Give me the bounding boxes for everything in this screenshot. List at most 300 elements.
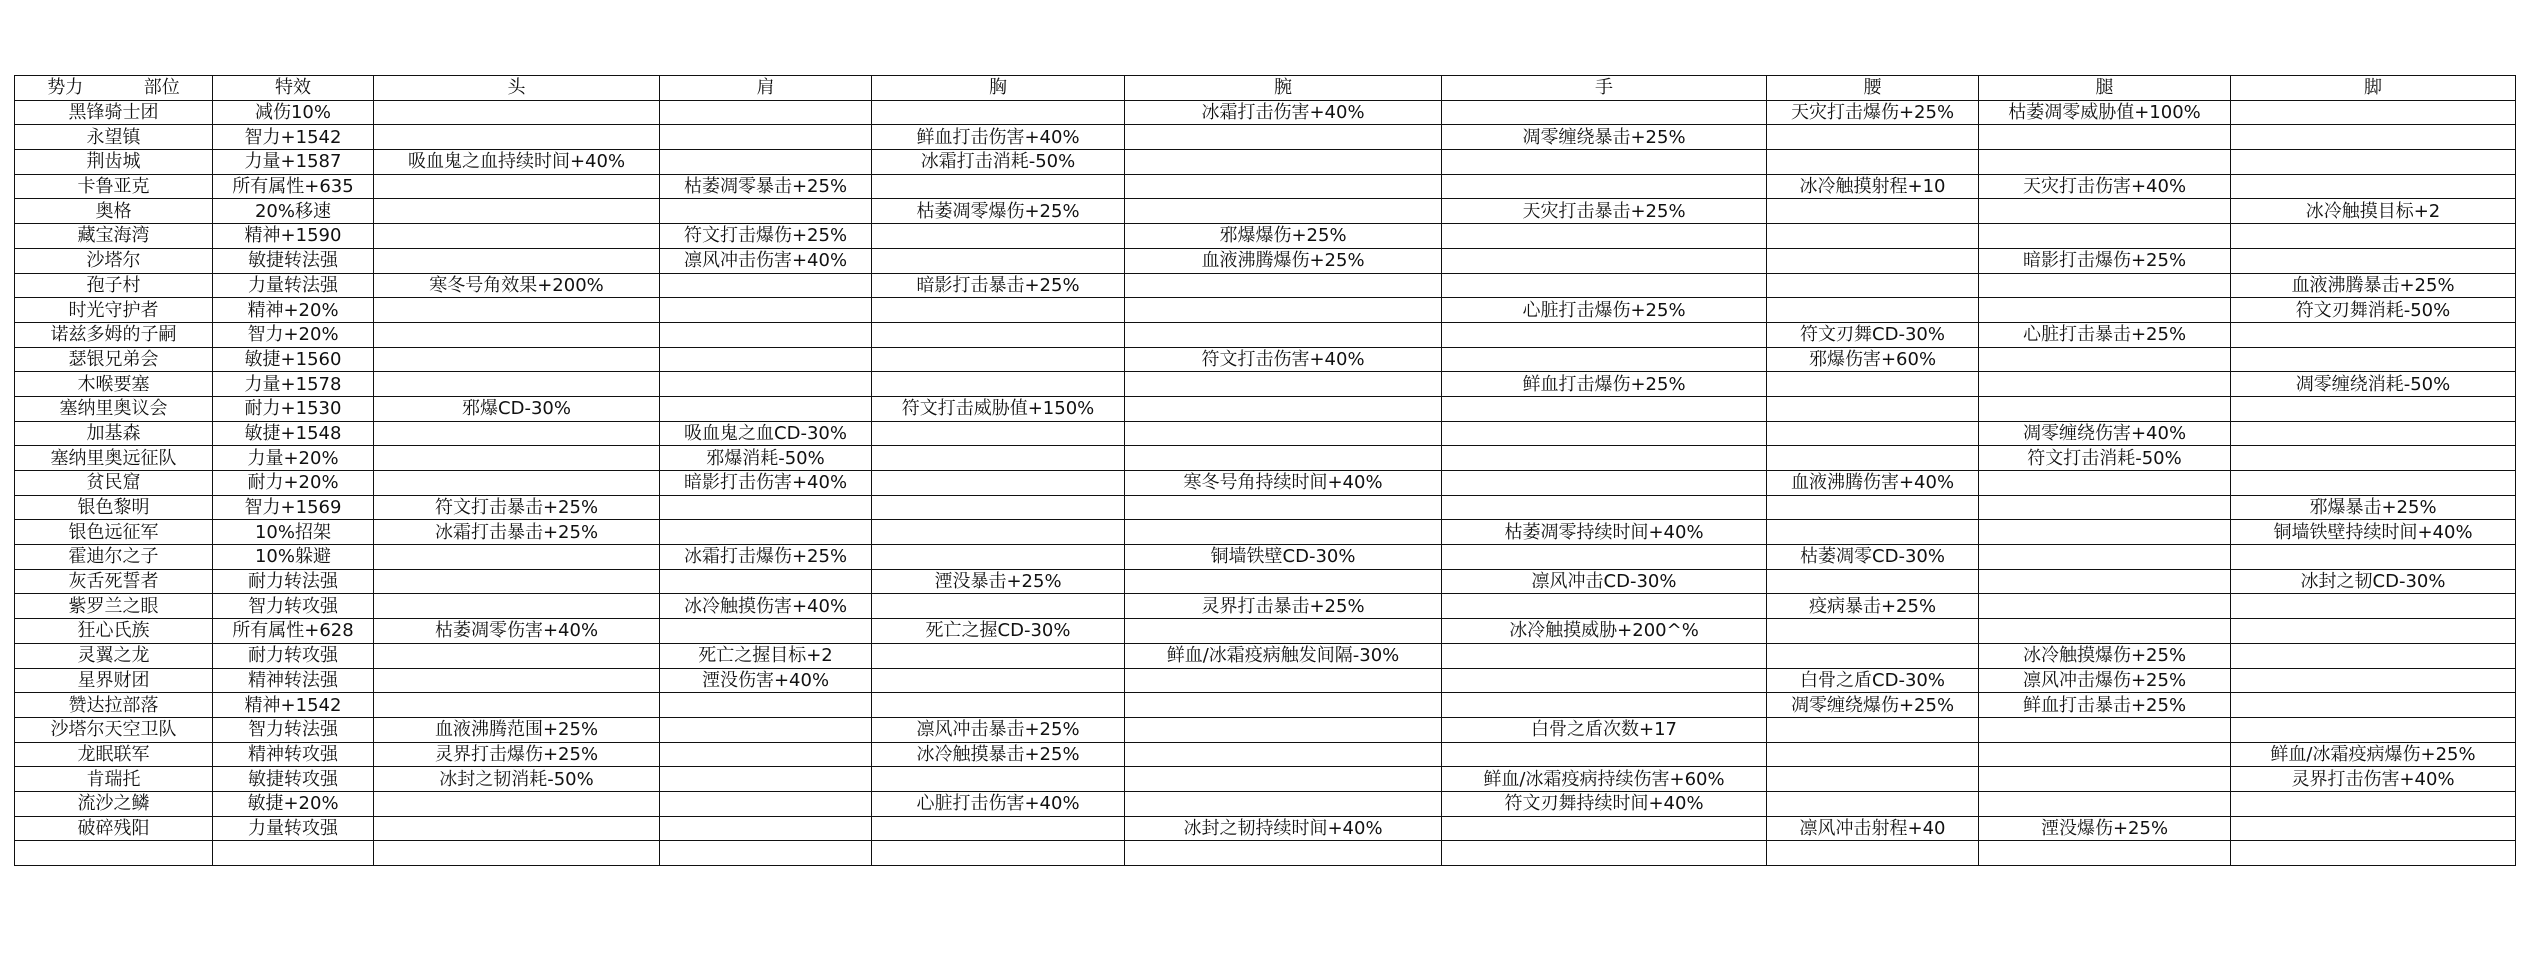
faction-cell: 永望镇 (15, 125, 213, 150)
effect-cell: 力量+20% (213, 446, 374, 471)
slot-cell-chest (872, 767, 1125, 792)
slot-cell-legs: 鲜血打击暴击+25% (1979, 693, 2231, 718)
slot-cell-legs: 冰冷触摸爆伤+25% (1979, 643, 2231, 668)
faction-cell: 时光守护者 (15, 298, 213, 323)
slot-cell-waist (1767, 125, 1979, 150)
slot-cell-legs: 凛风冲击爆伤+25% (1979, 668, 2231, 693)
slot-cell-shoulder (660, 125, 872, 150)
table-row (15, 322, 2516, 347)
slot-cell-hands: 心脏打击爆伤+25% (1442, 298, 1767, 323)
effect-cell: 耐力+20% (213, 471, 374, 496)
table-row (15, 471, 2516, 496)
slot-cell-legs (1979, 619, 2231, 644)
slot-cell-wrist (1125, 396, 1442, 421)
faction-cell: 孢子村 (15, 273, 213, 298)
slot-cell-shoulder (660, 841, 872, 866)
effect-column-header: 特效 (213, 76, 374, 101)
effect-cell: 10%招架 (213, 520, 374, 545)
slot-header-chest: 胸 (872, 76, 1125, 101)
slot-cell-chest: 心脏打击伤害+40% (872, 791, 1125, 816)
faction-effects-table (14, 75, 2516, 866)
slot-cell-shoulder (660, 322, 872, 347)
effect-cell: 智力+1542 (213, 125, 374, 150)
table-row (15, 273, 2516, 298)
header-row (15, 76, 2516, 101)
slot-column-header: 部位 (143, 77, 180, 99)
slot-cell-chest: 死亡之握CD-30% (872, 619, 1125, 644)
slot-cell-feet: 邪爆暴击+25% (2231, 495, 2516, 520)
slot-cell-legs (1979, 717, 2231, 742)
effect-cell: 精神转攻强 (213, 742, 374, 767)
slot-cell-shoulder (660, 693, 872, 718)
slot-cell-waist (1767, 446, 1979, 471)
slot-cell-waist (1767, 841, 1979, 866)
slot-cell-shoulder: 冰冷触摸伤害+40% (660, 594, 872, 619)
slot-cell-waist (1767, 791, 1979, 816)
slot-cell-hands (1442, 693, 1767, 718)
slot-cell-hands (1442, 421, 1767, 446)
slot-cell-feet (2231, 619, 2516, 644)
slot-cell-waist (1767, 248, 1979, 273)
slot-cell-wrist (1125, 717, 1442, 742)
slot-cell-waist: 邪爆伤害+60% (1767, 347, 1979, 372)
effect-cell: 力量转攻强 (213, 816, 374, 841)
slot-cell-chest (872, 594, 1125, 619)
slot-cell-head (374, 816, 660, 841)
slot-cell-shoulder: 冰霜打击爆伤+25% (660, 545, 872, 570)
slot-cell-legs: 暗影打击爆伤+25% (1979, 248, 2231, 273)
slot-cell-head (374, 174, 660, 199)
slot-cell-head (374, 347, 660, 372)
table-row (15, 100, 2516, 125)
slot-cell-shoulder (660, 619, 872, 644)
slot-cell-head: 邪爆CD-30% (374, 396, 660, 421)
table-row (15, 372, 2516, 397)
slot-cell-wrist (1125, 322, 1442, 347)
slot-cell-legs (1979, 841, 2231, 866)
slot-cell-feet: 灵界打击伤害+40% (2231, 767, 2516, 792)
slot-cell-wrist (1125, 125, 1442, 150)
slot-cell-head (374, 248, 660, 273)
slot-cell-shoulder (660, 791, 872, 816)
slot-cell-legs (1979, 594, 2231, 619)
slot-cell-hands: 天灾打击暴击+25% (1442, 199, 1767, 224)
table-row (15, 841, 2516, 866)
faction-cell: 塞纳里奥议会 (15, 396, 213, 421)
slot-cell-wrist: 冰封之韧持续时间+40% (1125, 816, 1442, 841)
slot-cell-hands (1442, 742, 1767, 767)
slot-cell-hands: 枯萎凋零持续时间+40% (1442, 520, 1767, 545)
slot-cell-wrist (1125, 372, 1442, 397)
slot-cell-hands (1442, 446, 1767, 471)
table-row (15, 619, 2516, 644)
table-row (15, 174, 2516, 199)
slot-cell-shoulder (660, 150, 872, 175)
slot-cell-wrist: 冰霜打击伤害+40% (1125, 100, 1442, 125)
slot-cell-legs: 符文打击消耗-50% (1979, 446, 2231, 471)
slot-cell-chest: 凛风冲击暴击+25% (872, 717, 1125, 742)
slot-cell-hands: 鲜血打击爆伤+25% (1442, 372, 1767, 397)
slot-cell-waist (1767, 298, 1979, 323)
slot-cell-hands (1442, 150, 1767, 175)
effect-cell: 精神转法强 (213, 668, 374, 693)
table-row (15, 224, 2516, 249)
effect-cell: 所有属性+628 (213, 619, 374, 644)
faction-cell: 龙眠联军 (15, 742, 213, 767)
slot-cell-head (374, 693, 660, 718)
slot-cell-hands (1442, 841, 1767, 866)
table-row (15, 693, 2516, 718)
faction-cell: 赞达拉部落 (15, 693, 213, 718)
slot-cell-chest (872, 643, 1125, 668)
slot-cell-chest: 暗影打击暴击+25% (872, 273, 1125, 298)
table-row (15, 396, 2516, 421)
slot-cell-wrist (1125, 199, 1442, 224)
faction-cell: 木喉要塞 (15, 372, 213, 397)
slot-header-head: 头 (374, 76, 660, 101)
slot-cell-waist: 凛风冲击射程+40 (1767, 816, 1979, 841)
slot-cell-hands (1442, 273, 1767, 298)
slot-cell-head: 符文打击暴击+25% (374, 495, 660, 520)
slot-cell-legs (1979, 569, 2231, 594)
faction-cell: 瑟银兄弟会 (15, 347, 213, 372)
faction-cell: 狂心氏族 (15, 619, 213, 644)
slot-cell-waist (1767, 199, 1979, 224)
slot-cell-feet: 凋零缠绕消耗-50% (2231, 372, 2516, 397)
faction-cell: 黑锋骑士团 (15, 100, 213, 125)
faction-cell: 藏宝海湾 (15, 224, 213, 249)
slot-cell-feet (2231, 421, 2516, 446)
slot-header-wrist: 腕 (1125, 76, 1442, 101)
slot-cell-waist: 血液沸腾伤害+40% (1767, 471, 1979, 496)
effect-cell: 减伤10% (213, 100, 374, 125)
effect-cell (213, 841, 374, 866)
slot-cell-waist (1767, 224, 1979, 249)
effect-cell: 精神+1590 (213, 224, 374, 249)
effect-cell: 敏捷+1548 (213, 421, 374, 446)
effect-cell: 10%躲避 (213, 545, 374, 570)
faction-cell: 塞纳里奥远征队 (15, 446, 213, 471)
slot-cell-head: 冰封之韧消耗-50% (374, 767, 660, 792)
slot-cell-shoulder (660, 717, 872, 742)
table-body (15, 100, 2516, 865)
slot-cell-head (374, 224, 660, 249)
effect-cell: 敏捷转法强 (213, 248, 374, 273)
faction-cell: 肯瑞托 (15, 767, 213, 792)
table-row (15, 248, 2516, 273)
slot-header-shoulder: 肩 (660, 76, 872, 101)
slot-cell-feet (2231, 668, 2516, 693)
slot-cell-shoulder (660, 520, 872, 545)
faction-cell: 奥格 (15, 199, 213, 224)
faction-cell: 加基森 (15, 421, 213, 446)
slot-cell-wrist: 符文打击伤害+40% (1125, 347, 1442, 372)
effect-cell: 精神+20% (213, 298, 374, 323)
slot-cell-shoulder (660, 298, 872, 323)
slot-cell-shoulder: 湮没伤害+40% (660, 668, 872, 693)
slot-cell-hands (1442, 643, 1767, 668)
slot-cell-hands: 冰冷触摸威胁+200^% (1442, 619, 1767, 644)
slot-cell-wrist (1125, 767, 1442, 792)
slot-cell-head: 枯萎凋零伤害+40% (374, 619, 660, 644)
slot-cell-head (374, 125, 660, 150)
table-row (15, 791, 2516, 816)
slot-cell-feet (2231, 545, 2516, 570)
slot-cell-legs (1979, 347, 2231, 372)
slot-cell-shoulder: 凛风冲击伤害+40% (660, 248, 872, 273)
slot-cell-waist (1767, 569, 1979, 594)
slot-cell-chest (872, 100, 1125, 125)
faction-cell: 灵翼之龙 (15, 643, 213, 668)
slot-cell-head (374, 298, 660, 323)
slot-cell-waist: 冰冷触摸射程+10 (1767, 174, 1979, 199)
slot-cell-feet (2231, 396, 2516, 421)
faction-cell: 灰舌死誓者 (15, 569, 213, 594)
slot-cell-shoulder (660, 767, 872, 792)
slot-header-legs: 腿 (1979, 76, 2231, 101)
faction-cell: 沙塔尔 (15, 248, 213, 273)
slot-cell-chest (872, 298, 1125, 323)
slot-cell-chest (872, 471, 1125, 496)
slot-cell-waist (1767, 372, 1979, 397)
slot-cell-hands (1442, 594, 1767, 619)
effect-cell: 智力转法强 (213, 717, 374, 742)
slot-cell-legs (1979, 199, 2231, 224)
slot-cell-feet: 铜墙铁壁持续时间+40% (2231, 520, 2516, 545)
slot-cell-legs: 心脏打击暴击+25% (1979, 322, 2231, 347)
slot-cell-legs (1979, 520, 2231, 545)
table-row (15, 150, 2516, 175)
slot-cell-feet (2231, 816, 2516, 841)
effect-cell: 力量转法强 (213, 273, 374, 298)
slot-cell-legs (1979, 273, 2231, 298)
slot-cell-wrist (1125, 742, 1442, 767)
faction-cell: 星界财团 (15, 668, 213, 693)
slot-header-hands: 手 (1442, 76, 1767, 101)
slot-cell-head (374, 545, 660, 570)
slot-cell-feet (2231, 125, 2516, 150)
slot-cell-shoulder (660, 816, 872, 841)
effect-cell: 智力+20% (213, 322, 374, 347)
slot-cell-wrist (1125, 668, 1442, 693)
slot-cell-head (374, 446, 660, 471)
slot-cell-waist (1767, 717, 1979, 742)
effect-cell: 20%移速 (213, 199, 374, 224)
faction-cell (15, 841, 213, 866)
slot-cell-head: 冰霜打击暴击+25% (374, 520, 660, 545)
slot-cell-hands (1442, 248, 1767, 273)
slot-cell-chest (872, 224, 1125, 249)
slot-cell-shoulder (660, 569, 872, 594)
slot-cell-feet: 鲜血/冰霜疫病爆伤+25% (2231, 742, 2516, 767)
effect-cell: 力量+1587 (213, 150, 374, 175)
slot-cell-shoulder (660, 742, 872, 767)
slot-cell-legs (1979, 471, 2231, 496)
table-row (15, 545, 2516, 570)
slot-cell-hands (1442, 471, 1767, 496)
slot-cell-chest: 符文打击威胁值+150% (872, 396, 1125, 421)
slot-cell-waist: 白骨之盾CD-30% (1767, 668, 1979, 693)
slot-cell-chest (872, 372, 1125, 397)
slot-cell-shoulder: 死亡之握目标+2 (660, 643, 872, 668)
slot-cell-head (374, 421, 660, 446)
slot-cell-shoulder (660, 273, 872, 298)
slot-cell-hands (1442, 495, 1767, 520)
slot-cell-feet (2231, 693, 2516, 718)
faction-cell: 破碎残阳 (15, 816, 213, 841)
slot-cell-waist: 符文刃舞CD-30% (1767, 322, 1979, 347)
slot-cell-hands (1442, 174, 1767, 199)
slot-cell-wrist (1125, 841, 1442, 866)
slot-header-feet: 脚 (2231, 76, 2516, 101)
corner-header (15, 76, 213, 101)
slot-cell-legs: 凋零缠绕伤害+40% (1979, 421, 2231, 446)
table-row (15, 421, 2516, 446)
slot-cell-legs (1979, 791, 2231, 816)
slot-cell-chest: 湮没暴击+25% (872, 569, 1125, 594)
slot-cell-shoulder (660, 495, 872, 520)
slot-cell-shoulder (660, 396, 872, 421)
slot-cell-feet: 冰封之韧CD-30% (2231, 569, 2516, 594)
slot-cell-chest (872, 347, 1125, 372)
effect-cell: 所有属性+635 (213, 174, 374, 199)
faction-cell: 霍迪尔之子 (15, 545, 213, 570)
slot-cell-feet: 符文刃舞消耗-50% (2231, 298, 2516, 323)
slot-cell-waist (1767, 643, 1979, 668)
slot-cell-waist (1767, 742, 1979, 767)
faction-cell: 紫罗兰之眼 (15, 594, 213, 619)
slot-cell-waist (1767, 273, 1979, 298)
slot-cell-feet (2231, 150, 2516, 175)
slot-header-waist: 腰 (1767, 76, 1979, 101)
slot-cell-waist: 枯萎凋零CD-30% (1767, 545, 1979, 570)
slot-cell-chest: 鲜血打击伤害+40% (872, 125, 1125, 150)
slot-cell-waist: 凋零缠绕爆伤+25% (1767, 693, 1979, 718)
slot-cell-chest (872, 322, 1125, 347)
slot-cell-feet (2231, 347, 2516, 372)
slot-cell-wrist (1125, 174, 1442, 199)
slot-cell-feet (2231, 791, 2516, 816)
slot-cell-hands (1442, 100, 1767, 125)
effect-cell: 敏捷+20% (213, 791, 374, 816)
slot-cell-hands (1442, 322, 1767, 347)
slot-cell-feet (2231, 322, 2516, 347)
slot-cell-head: 血液沸腾范围+25% (374, 717, 660, 742)
slot-cell-waist: 疫病暴击+25% (1767, 594, 1979, 619)
slot-cell-hands (1442, 545, 1767, 570)
table-row (15, 520, 2516, 545)
faction-cell: 贫民窟 (15, 471, 213, 496)
slot-cell-waist (1767, 150, 1979, 175)
slot-cell-waist (1767, 396, 1979, 421)
table-row (15, 668, 2516, 693)
faction-cell: 荆齿城 (15, 150, 213, 175)
table-row (15, 199, 2516, 224)
slot-cell-legs (1979, 767, 2231, 792)
faction-cell: 卡鲁亚克 (15, 174, 213, 199)
slot-cell-head (374, 643, 660, 668)
slot-cell-feet (2231, 224, 2516, 249)
slot-cell-chest (872, 446, 1125, 471)
slot-cell-chest (872, 520, 1125, 545)
slot-cell-chest (872, 693, 1125, 718)
slot-cell-feet (2231, 841, 2516, 866)
slot-cell-legs (1979, 224, 2231, 249)
slot-cell-legs (1979, 125, 2231, 150)
faction-cell: 沙塔尔天空卫队 (15, 717, 213, 742)
slot-cell-legs (1979, 150, 2231, 175)
table-row (15, 298, 2516, 323)
slot-cell-wrist (1125, 495, 1442, 520)
slot-cell-waist (1767, 619, 1979, 644)
slot-cell-legs: 湮没爆伤+25% (1979, 816, 2231, 841)
faction-cell: 诺兹多姆的子嗣 (15, 322, 213, 347)
slot-cell-feet (2231, 471, 2516, 496)
slot-cell-head (374, 668, 660, 693)
slot-cell-legs (1979, 372, 2231, 397)
table-row (15, 125, 2516, 150)
effect-cell: 力量+1578 (213, 372, 374, 397)
slot-cell-feet (2231, 594, 2516, 619)
slot-cell-feet (2231, 717, 2516, 742)
slot-cell-wrist: 鲜血/冰霜疫病触发间隔-30% (1125, 643, 1442, 668)
slot-cell-head: 灵界打击爆伤+25% (374, 742, 660, 767)
table-row (15, 446, 2516, 471)
slot-cell-head: 寒冬号角效果+200% (374, 273, 660, 298)
table-row (15, 495, 2516, 520)
effect-cell: 敏捷转攻强 (213, 767, 374, 792)
slot-cell-hands: 符文刃舞持续时间+40% (1442, 791, 1767, 816)
slot-cell-waist (1767, 421, 1979, 446)
slot-cell-chest (872, 495, 1125, 520)
slot-cell-legs: 枯萎凋零威胁值+100% (1979, 100, 2231, 125)
slot-cell-head (374, 372, 660, 397)
slot-cell-wrist: 铜墙铁壁CD-30% (1125, 545, 1442, 570)
slot-cell-wrist: 血液沸腾爆伤+25% (1125, 248, 1442, 273)
slot-cell-feet (2231, 174, 2516, 199)
slot-cell-head (374, 199, 660, 224)
faction-cell: 银色远征军 (15, 520, 213, 545)
slot-cell-feet (2231, 248, 2516, 273)
slot-cell-shoulder (660, 347, 872, 372)
slot-cell-chest (872, 174, 1125, 199)
effect-cell: 耐力+1530 (213, 396, 374, 421)
slot-cell-wrist: 灵界打击暴击+25% (1125, 594, 1442, 619)
effect-cell: 耐力转攻强 (213, 643, 374, 668)
slot-cell-wrist (1125, 421, 1442, 446)
slot-cell-head (374, 471, 660, 496)
faction-cell: 流沙之鳞 (15, 791, 213, 816)
slot-cell-head (374, 791, 660, 816)
slot-cell-head (374, 841, 660, 866)
effect-cell: 耐力转法强 (213, 569, 374, 594)
slot-cell-chest (872, 841, 1125, 866)
slot-cell-waist (1767, 495, 1979, 520)
slot-cell-wrist (1125, 693, 1442, 718)
slot-cell-chest (872, 545, 1125, 570)
slot-cell-head (374, 322, 660, 347)
slot-cell-feet (2231, 100, 2516, 125)
slot-cell-head (374, 594, 660, 619)
slot-cell-hands: 凛风冲击CD-30% (1442, 569, 1767, 594)
slot-cell-shoulder: 吸血鬼之血CD-30% (660, 421, 872, 446)
slot-cell-wrist: 寒冬号角持续时间+40% (1125, 471, 1442, 496)
slot-cell-chest (872, 816, 1125, 841)
slot-cell-hands (1442, 396, 1767, 421)
effect-cell: 智力转攻强 (213, 594, 374, 619)
slot-cell-chest (872, 421, 1125, 446)
slot-cell-shoulder: 暗影打击伤害+40% (660, 471, 872, 496)
